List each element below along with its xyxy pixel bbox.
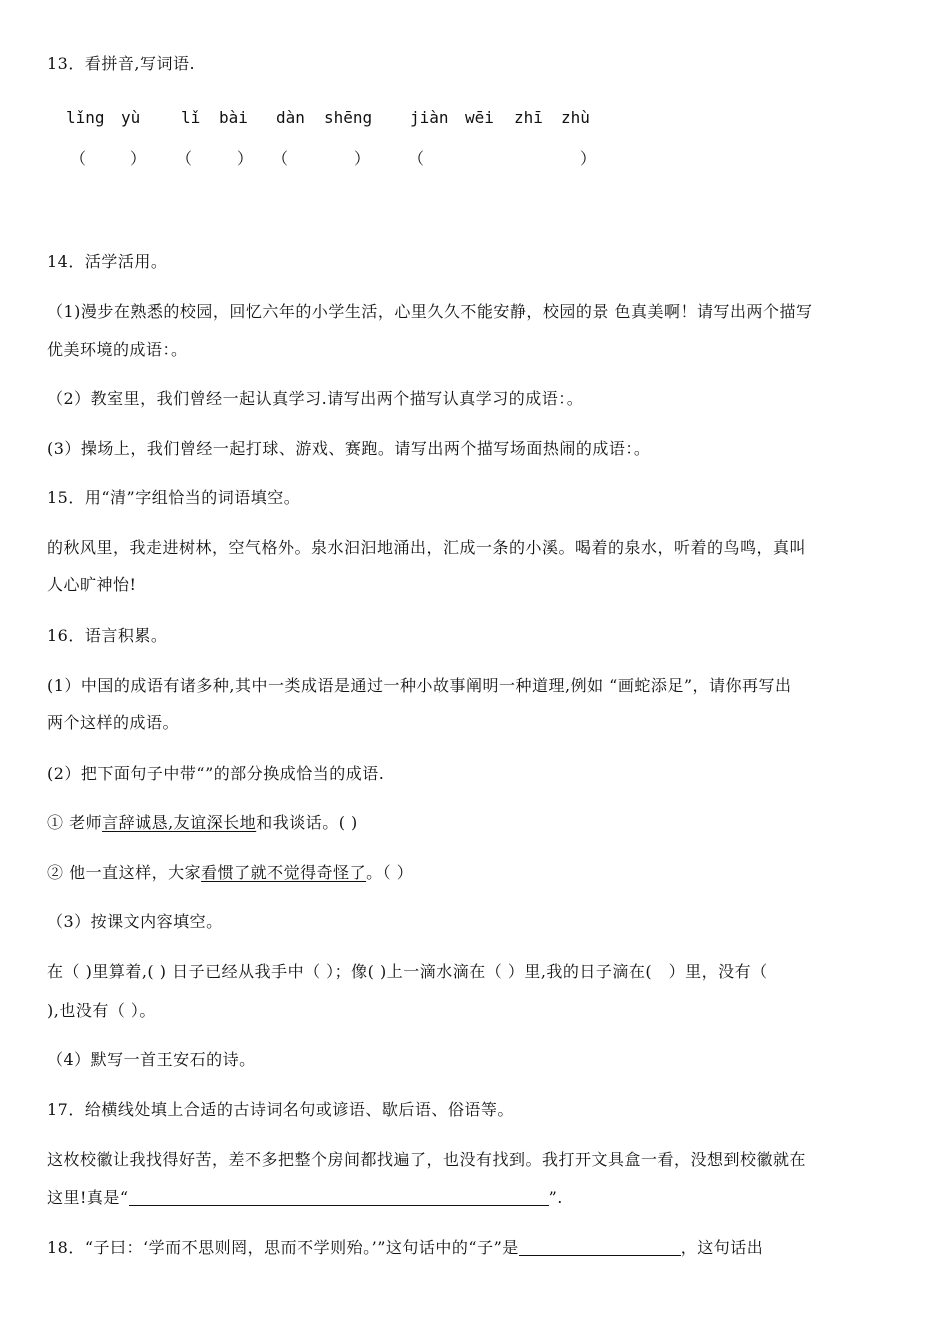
pinyin-3: lǐ xyxy=(181,108,201,127)
answer-paren-2-close: ） xyxy=(237,149,254,168)
pinyin-7: jiàn xyxy=(410,108,449,127)
answer-blank-line[interactable] xyxy=(519,1239,681,1256)
q16-part4: （4）默写一首王安石的诗。 xyxy=(47,1050,256,1069)
q14-part3: (3）操场上，我们曾经一起打球、游戏、赛跑。请写出两个描写场面热闹的成语：。 xyxy=(47,439,651,458)
answer-paren-3-open: （ xyxy=(272,149,289,168)
sentence1-prefix: ① 老师 xyxy=(47,813,103,832)
q17-line1: 这枚校徽让我找得好苦，差不多把整个房间都找遍了，也没有找到。我打开文具盒一看，没想到校徽就在 xyxy=(47,1150,807,1169)
answer-paren-3-close: ） xyxy=(354,149,371,168)
answer-paren-1-open: （ xyxy=(70,149,87,168)
q16-part3: （3）按课文内容填空。 xyxy=(47,912,223,931)
sentence2-underlined: 看惯了就不觉得奇怪了 xyxy=(201,863,367,882)
pinyin-9: zhī xyxy=(514,108,543,127)
q15-title: 15．用“清”字组恰当的词语填空。 xyxy=(47,488,301,507)
q16-title: 16．语言积累。 xyxy=(47,626,168,645)
q16-fill-line2: ),也没有（ ）。 xyxy=(47,1001,156,1020)
q14-part2: （2）教室里，我们曾经一起认真学习.请写出两个描写认真学习的成语：。 xyxy=(47,389,584,408)
q15-line2: 人心旷神怡! xyxy=(47,575,137,594)
q16-part2: (2）把下面句子中带“”的部分换成恰当的成语. xyxy=(47,764,385,783)
q17-line2-prefix: 这里!真是“ xyxy=(47,1188,129,1207)
q16-part1-line1: (1）中国的成语有诸多种,其中一类成语是通过一种小故事阐明一种道理,例如 “画蛇添足”，请你再写出 xyxy=(47,676,792,695)
pinyin-1: lǐng xyxy=(66,108,105,127)
q16-part1-line2: 两个这样的成语。 xyxy=(47,713,180,732)
q18-prefix: 18．“子曰：‘学而不思则罔，思而不学则殆。’”这句话中的“子”是 xyxy=(47,1238,519,1257)
sentence1-suffix: 和我谈话。( ) xyxy=(256,813,358,832)
pinyin-6: shēng xyxy=(324,108,373,127)
sentence1-underlined: 言辞诚恳,友谊深长地 xyxy=(102,813,257,832)
pinyin-10: zhù xyxy=(561,108,590,127)
q14-part1-line1: （1)漫步在熟悉的校园，回忆六年的小学生活，心里久久不能安静，校园的景 色真美啊！请写出两个描写 xyxy=(47,302,813,321)
pinyin-8: wēi xyxy=(465,108,494,127)
q16-fill-line1: 在（ )里算着,( ) 日子已经从我手中（ ）；像( )上一滴水滴在（ ）里,我的日子滴在( ）里，没有（ xyxy=(47,962,768,981)
q14-part1-line2: 优美环境的成语：。 xyxy=(47,340,188,359)
answer-paren-2-open: （ xyxy=(176,149,193,168)
q17-line2-suffix: ”. xyxy=(548,1188,563,1207)
answer-paren-4-open: （ xyxy=(408,149,425,168)
q18-line xyxy=(47,1238,763,1258)
q16-sentence1 xyxy=(47,813,358,833)
q16-sentence2 xyxy=(47,863,413,883)
q18-suffix: ，这句话出 xyxy=(680,1238,764,1257)
q17-title: 17．给横线处填上合适的古诗词名句或谚语、歇后语、俗语等。 xyxy=(47,1100,514,1119)
answer-paren-4-close: ） xyxy=(580,149,597,168)
pinyin-4: bài xyxy=(219,108,248,127)
pinyin-2: yù xyxy=(121,108,141,127)
pinyin-5: dàn xyxy=(276,108,305,127)
answer-blank-line[interactable] xyxy=(129,1189,549,1206)
sentence2-suffix: 。（ ） xyxy=(366,863,414,882)
q15-line1: 的秋风里，我走进树林，空气格外。泉水汩汩地涌出，汇成一条的小溪。喝着的泉水，听着的鸟鸣，真叫 xyxy=(47,538,807,557)
sentence2-prefix: ② 他一直这样，大家 xyxy=(47,863,202,882)
q13-title: 13．看拼音,写词语. xyxy=(47,54,196,73)
answer-paren-1-close: ） xyxy=(130,149,147,168)
q14-title: 14．活学活用。 xyxy=(47,252,168,271)
q17-line2 xyxy=(47,1188,563,1208)
